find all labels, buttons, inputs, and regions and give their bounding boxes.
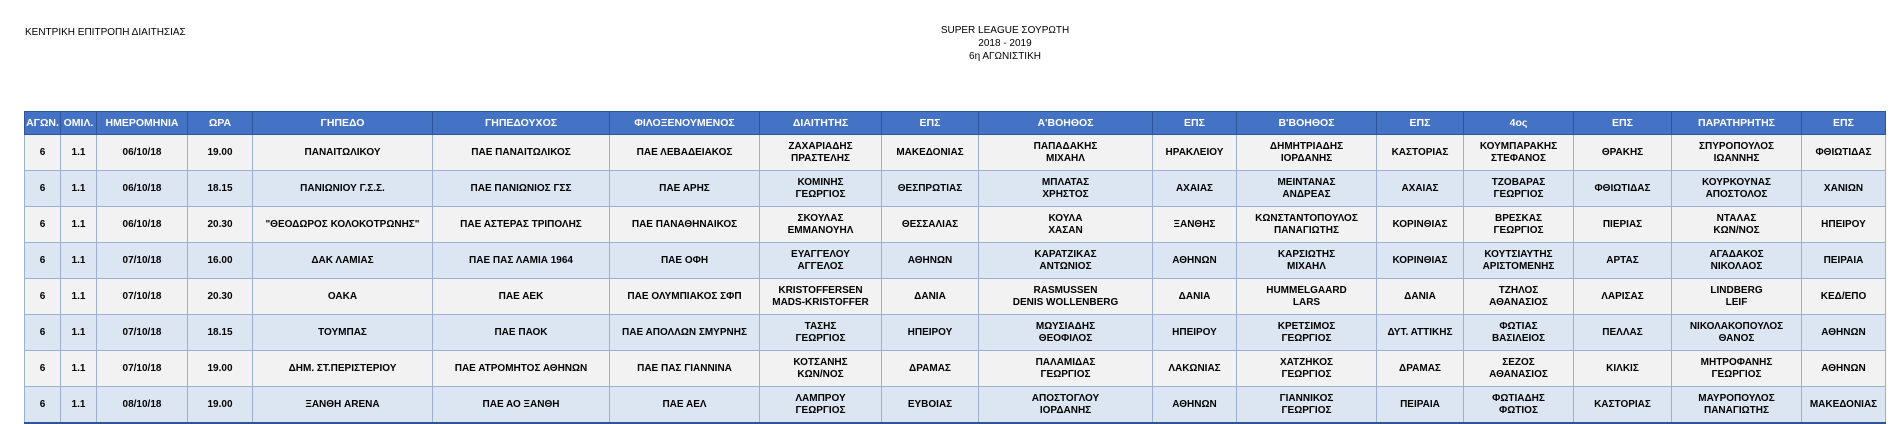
col-omil: ΟΜΙΛ. — [61, 112, 97, 135]
home-team-cell: ΠΑΕ ΠΑΟΚ — [433, 315, 610, 351]
assistant-a-cell — [979, 243, 1153, 279]
referee-surname: KRISTOFFERSEN — [778, 284, 863, 296]
assistant-b-eps-cell: ΔΡΑΜΑΣ — [1377, 351, 1464, 387]
assistant-b-surname: ΚΡΕΤΣΙΜΟΣ — [1277, 320, 1336, 332]
col-assistant-a: Α'ΒΟΗΘΟΣ — [979, 112, 1153, 135]
assistant-a-eps-cell: ΗΠΕΙΡΟΥ — [1153, 315, 1237, 351]
date-cell: 06/10/18 — [97, 207, 188, 243]
col-fourth-official-eps: ΕΠΣ — [1574, 112, 1672, 135]
referee-cell — [760, 171, 882, 207]
referee-cell — [760, 207, 882, 243]
date-cell: 06/10/18 — [97, 171, 188, 207]
observer-firstname: LEIF — [1725, 296, 1748, 308]
assistant-a-eps-cell: ΑΘΗΝΩΝ — [1153, 243, 1237, 279]
fourth-official-eps-cell: ΦΘΙΩΤΙΔΑΣ — [1574, 171, 1672, 207]
referee-eps-cell: ΗΠΕΙΡΟΥ — [882, 315, 979, 351]
col-assistant-a-eps: ΕΠΣ — [1153, 112, 1237, 135]
home-team-cell: ΠΑΕ ΠΑΣ ΛΑΜΙΑ 1964 — [433, 243, 610, 279]
omil-cell: 1.1 — [61, 387, 97, 424]
away-team-cell: ΠΑΕ ΟΛΥΜΠΙΑΚΟΣ ΣΦΠ — [610, 279, 760, 315]
assistant-a-cell — [979, 279, 1153, 315]
assistant-b-eps-cell: ΚΟΡΙΝΘΙΑΣ — [1377, 243, 1464, 279]
agon-cell: 6 — [25, 171, 61, 207]
observer-eps-cell: ΠΕΙΡΑΙΑ — [1802, 243, 1886, 279]
observer-cell — [1672, 279, 1802, 315]
fourth-official-eps-cell: ΛΑΡΙΣΑΣ — [1574, 279, 1672, 315]
assistant-b-eps-cell: ΚΑΣΤΟΡΙΑΣ — [1377, 135, 1464, 171]
header-row — [25, 112, 1886, 135]
observer-cell — [1672, 243, 1802, 279]
observer-surname: ΣΠΥΡΟΠΟΥΛΟΣ — [1698, 140, 1774, 152]
observer-cell — [1672, 171, 1802, 207]
fourth-official-surname: ΣΕΖΟΣ — [1502, 356, 1535, 368]
observer-firstname: ΓΕΩΡΓΙΟΣ — [1711, 368, 1762, 380]
organization-label: ΚΕΝΤΡΙΚΗ ΕΠΙΤΡΟΠΗ ΔΙΑΙΤΗΣΙΑΣ — [25, 27, 186, 38]
time-cell: 18.15 — [188, 171, 253, 207]
omil-cell: 1.1 — [61, 171, 97, 207]
observer-eps-cell: ΧΑΝΙΩΝ — [1802, 171, 1886, 207]
time-cell: 20.30 — [188, 279, 253, 315]
referee-surname: ΖΑΧΑΡΙΑΔΗΣ — [788, 140, 853, 152]
observer-cell — [1672, 207, 1802, 243]
agon-cell: 6 — [25, 351, 61, 387]
agon-cell: 6 — [25, 315, 61, 351]
referee-firstname: MADS-KRISTOFFER — [772, 296, 869, 308]
fourth-official-eps-cell: ΚΑΣΤΟΡΙΑΣ — [1574, 387, 1672, 424]
omil-cell: 1.1 — [61, 207, 97, 243]
observer-firstname: ΘΑΝΟΣ — [1718, 332, 1755, 344]
referee-assignments-table — [24, 111, 1886, 424]
referee-eps-cell: ΑΘΗΝΩΝ — [882, 243, 979, 279]
season-label: 2018 - 2019 — [978, 38, 1032, 49]
assistant-b-surname: HUMMELGAARD — [1266, 284, 1347, 296]
time-cell: 19.00 — [188, 351, 253, 387]
assistant-a-eps-cell: ΛΑΚΩΝΙΑΣ — [1153, 351, 1237, 387]
table-row — [25, 351, 1886, 387]
assistant-b-firstname: ΓΕΩΡΓΙΟΣ — [1281, 404, 1332, 416]
assistant-b-surname: ΧΑΤΖΗΚΟΣ — [1279, 356, 1334, 368]
fourth-official-cell — [1464, 315, 1574, 351]
fourth-official-cell — [1464, 135, 1574, 171]
observer-firstname: ΚΩΝ/ΝΟΣ — [1713, 224, 1760, 236]
home-team-cell: ΠΑΕ ΠΑΝΑΙΤΩΛΙΚΟΣ — [433, 135, 610, 171]
fourth-official-cell — [1464, 387, 1574, 424]
referee-surname: ΚΟΜΙΝΗΣ — [797, 176, 844, 188]
fourth-official-surname: ΚΟΥΜΠΑΡΑΚΗΣ — [1479, 140, 1558, 152]
col-time: ΩΡΑ — [188, 112, 253, 135]
fourth-official-surname: ΒΡΕΣΚΑΣ — [1494, 212, 1542, 224]
referee-surname: ΤΑΣΗΣ — [804, 320, 837, 332]
fourth-official-eps-cell: ΚΙΛΚΙΣ — [1574, 351, 1672, 387]
assistant-b-cell — [1237, 243, 1377, 279]
assistant-b-cell — [1237, 207, 1377, 243]
assistant-b-firstname: ΓΕΩΡΓΙΟΣ — [1281, 332, 1332, 344]
omil-cell: 1.1 — [61, 315, 97, 351]
away-team-cell: ΠΑΕ ΑΕΛ — [610, 387, 760, 424]
assistant-b-cell — [1237, 315, 1377, 351]
referee-firstname: ΠΡΑΣΤΕΛΗΣ — [790, 152, 851, 164]
round-label: 6η ΑΓΩΝΙΣΤΙΚΗ — [969, 51, 1041, 62]
fourth-official-surname: ΦΩΤΙΑΣ — [1499, 320, 1538, 332]
observer-firstname: ΑΠΟΣΤΟΛΟΣ — [1705, 188, 1768, 200]
fourth-official-firstname: ΑΘΑΝΑΣΙΟΣ — [1489, 368, 1548, 380]
stadium-cell: ΞΑΝΘΗ ARENA — [253, 387, 433, 424]
fourth-official-firstname: ΑΡΙΣΤΟΜΕΝΗΣ — [1482, 260, 1555, 272]
referee-cell — [760, 135, 882, 171]
observer-eps-cell: ΗΠΕΙΡΟΥ — [1802, 207, 1886, 243]
assistant-b-surname: ΚΩΝΣΤΑΝΤΟΠΟΥΛΟΣ — [1255, 212, 1358, 224]
assistant-a-firstname: ΧΡΗΣΤΟΣ — [1042, 188, 1089, 200]
fourth-official-firstname: ΒΑΣΙΛΕΙΟΣ — [1491, 332, 1546, 344]
assistant-a-surname: ΜΠΛΑΤΑΣ — [1041, 176, 1090, 188]
fourth-official-firstname: ΣΤΕΦΑΝΟΣ — [1491, 152, 1546, 164]
assistant-a-surname: ΑΠΟΣΤΟΓΛΟΥ — [1031, 392, 1100, 404]
referee-firstname: ΕΜΜΑΝΟΥΗΛ — [787, 224, 854, 236]
assistant-b-eps-cell: ΔΥΤ. ΑΤΤΙΚΗΣ — [1377, 315, 1464, 351]
assistant-b-cell — [1237, 351, 1377, 387]
assistant-a-cell — [979, 207, 1153, 243]
stadium-cell: ΠΑΝΑΙΤΩΛΙΚΟΥ — [253, 135, 433, 171]
observer-surname: ΝΙΚΟΛΑΚΟΠΟΥΛΟΣ — [1689, 320, 1784, 332]
omil-cell: 1.1 — [61, 135, 97, 171]
referee-cell — [760, 243, 882, 279]
home-team-cell: ΠΑΕ ΑΕΚ — [433, 279, 610, 315]
assistant-a-firstname: ΙΟΡΔΑΝΗΣ — [1039, 404, 1092, 416]
home-team-cell: ΠΑΕ ΠΑΝΙΩΝΙΟΣ ΓΣΣ — [433, 171, 610, 207]
date-cell: 07/10/18 — [97, 279, 188, 315]
fourth-official-eps-cell: ΠΕΛΛΑΣ — [1574, 315, 1672, 351]
date-cell: 07/10/18 — [97, 243, 188, 279]
col-referee-eps: ΕΠΣ — [882, 112, 979, 135]
assistant-a-firstname: DENIS WOLLENBERG — [1012, 296, 1119, 308]
observer-eps-cell: ΦΘΙΩΤΙΔΑΣ — [1802, 135, 1886, 171]
assistant-a-cell — [979, 351, 1153, 387]
fourth-official-eps-cell: ΠΙΕΡΙΑΣ — [1574, 207, 1672, 243]
fourth-official-eps-cell: ΘΡΑΚΗΣ — [1574, 135, 1672, 171]
fourth-official-firstname: ΑΘΑΝΑΣΙΟΣ — [1489, 296, 1548, 308]
assistant-a-surname: ΠΑΠΑΔΑΚΗΣ — [1033, 140, 1098, 152]
observer-eps-cell: ΜΑΚΕΔΟΝΙΑΣ — [1802, 387, 1886, 424]
home-team-cell: ΠΑΕ ΑΤΡΟΜΗΤΟΣ ΑΘΗΝΩΝ — [433, 351, 610, 387]
assistant-b-firstname: LARS — [1292, 296, 1321, 308]
assistant-b-firstname: ΜΙΧΑΗΛ — [1287, 260, 1326, 272]
omil-cell: 1.1 — [61, 351, 97, 387]
assistant-b-cell — [1237, 387, 1377, 424]
observer-firstname: ΠΑΝΑΓΙΩΤΗΣ — [1703, 404, 1770, 416]
time-cell: 20.30 — [188, 207, 253, 243]
omil-cell: 1.1 — [61, 279, 97, 315]
assistant-b-eps-cell: ΠΕΙΡΑΙΑ — [1377, 387, 1464, 424]
assistant-a-surname: ΚΟΥΛΑ — [1048, 212, 1083, 224]
col-observer: ΠΑΡΑΤΗΡΗΤΗΣ — [1672, 112, 1802, 135]
referee-eps-cell: ΕΥΒΟΙΑΣ — [882, 387, 979, 424]
observer-cell — [1672, 135, 1802, 171]
home-team-cell: ΠΑΕ ΑΟ ΞΑΝΘΗ — [433, 387, 610, 424]
date-cell: 08/10/18 — [97, 387, 188, 424]
assistant-b-firstname: ΓΕΩΡΓΙΟΣ — [1281, 368, 1332, 380]
referee-eps-cell: ΔΡΑΜΑΣ — [882, 351, 979, 387]
date-cell: 07/10/18 — [97, 351, 188, 387]
date-cell: 06/10/18 — [97, 135, 188, 171]
assistant-a-firstname: ΘΕΟΦΙΛΟΣ — [1038, 332, 1093, 344]
assistant-b-eps-cell: ΔΑΝΙΑ — [1377, 279, 1464, 315]
col-assistant-b-eps: ΕΠΣ — [1377, 112, 1464, 135]
assistant-a-surname: ΚΑΡΑΤΖΙΚΑΣ — [1034, 248, 1097, 260]
table-row — [25, 315, 1886, 351]
fourth-official-surname: ΦΩΤΙΑΔΗΣ — [1492, 392, 1545, 404]
away-team-cell: ΠΑΕ ΑΠΟΛΛΩΝ ΣΜΥΡΝΗΣ — [610, 315, 760, 351]
agon-cell: 6 — [25, 243, 61, 279]
observer-cell — [1672, 315, 1802, 351]
fourth-official-firstname: ΦΩΤΙΟΣ — [1499, 404, 1538, 416]
time-cell: 16.00 — [188, 243, 253, 279]
agon-cell: 6 — [25, 387, 61, 424]
observer-surname: ΚΟΥΡΚΟΥΝΑΣ — [1702, 176, 1771, 188]
assistant-b-eps-cell: ΑΧΑΙΑΣ — [1377, 171, 1464, 207]
fourth-official-cell — [1464, 171, 1574, 207]
assistant-a-surname: ΜΩΥΣΙΑΔΗΣ — [1035, 320, 1096, 332]
fourth-official-surname: ΤΖΗΛΟΣ — [1498, 284, 1539, 296]
observer-eps-cell: ΑΘΗΝΩΝ — [1802, 351, 1886, 387]
assistant-b-surname: ΚΑΡΣΙΩΤΗΣ — [1277, 248, 1336, 260]
referee-surname: ΣΚΟΥΛΑΣ — [797, 212, 844, 224]
observer-surname: ΝΤΑΛΑΣ — [1716, 212, 1757, 224]
table-row — [25, 243, 1886, 279]
observer-surname: ΜΑΥΡΟΠΟΥΛΟΣ — [1698, 392, 1775, 404]
assistant-a-firstname: ΑΝΤΩΝΙΟΣ — [1039, 260, 1092, 272]
referee-surname: ΕΥΑΓΓΕΛΟΥ — [791, 248, 850, 260]
agon-cell: 6 — [25, 207, 61, 243]
col-observer-eps: ΕΠΣ — [1802, 112, 1886, 135]
table-row — [25, 279, 1886, 315]
referee-eps-cell: ΔΑΝΙΑ — [882, 279, 979, 315]
assistant-a-eps-cell: ΗΡΑΚΛΕΙΟΥ — [1153, 135, 1237, 171]
table-row — [25, 207, 1886, 243]
away-team-cell: ΠΑΕ ΑΡΗΣ — [610, 171, 760, 207]
stadium-cell: ΠΑΝΙΩΝΙΟΥ Γ.Σ.Σ. — [253, 171, 433, 207]
referee-eps-cell: ΜΑΚΕΔΟΝΙΑΣ — [882, 135, 979, 171]
referee-cell — [760, 351, 882, 387]
observer-surname: LINDBERG — [1710, 284, 1763, 296]
assistant-a-eps-cell: ΞΑΝΘΗΣ — [1153, 207, 1237, 243]
referee-firstname: ΑΓΓΕΛΟΣ — [797, 260, 844, 272]
referee-firstname: ΚΩΝ/ΝΟΣ — [797, 368, 844, 380]
time-cell: 18.15 — [188, 315, 253, 351]
assistant-b-firstname: ΠΑΝΑΓΙΩΤΗΣ — [1273, 224, 1340, 236]
stadium-cell: ΔΑΚ ΛΑΜΙΑΣ — [253, 243, 433, 279]
assistant-a-firstname: ΜΙΧΑΗΛ — [1046, 152, 1085, 164]
away-team-cell: ΠΑΕ ΠΑΣ ΓΙΑΝΝΙΝΑ — [610, 351, 760, 387]
stadium-cell: "ΘΕΟΔΩΡΟΣ ΚΟΛΟΚΟΤΡΩΝΗΣ" — [253, 207, 433, 243]
col-fourth-official: 4ος — [1464, 112, 1574, 135]
observer-surname: ΑΓΑΔΑΚΟΣ — [1709, 248, 1764, 260]
fourth-official-firstname: ΓΕΩΡΓΙΟΣ — [1493, 224, 1544, 236]
referee-eps-cell: ΘΕΣΣΑΛΙΑΣ — [882, 207, 979, 243]
col-assistant-b: Β'ΒΟΗΘΟΣ — [1237, 112, 1377, 135]
fourth-official-firstname: ΓΕΩΡΓΙΟΣ — [1493, 188, 1544, 200]
assistant-b-firstname: ΑΝΔΡΕΑΣ — [1282, 188, 1331, 200]
fourth-official-cell — [1464, 279, 1574, 315]
assistant-b-cell — [1237, 279, 1377, 315]
fourth-official-cell — [1464, 243, 1574, 279]
league-title: SUPER LEAGUE ΣΟΥΡΩΤΗ — [940, 25, 1070, 36]
assistant-a-cell — [979, 387, 1153, 424]
fourth-official-surname: ΤΖΟΒΑΡΑΣ — [1491, 176, 1546, 188]
away-team-cell: ΠΑΕ ΟΦΗ — [610, 243, 760, 279]
away-team-cell: ΠΑΕ ΛΕΒΑΔΕΙΑΚΟΣ — [610, 135, 760, 171]
assistant-a-cell — [979, 135, 1153, 171]
col-away: ΦΙΛΟΞΕΝΟΥΜΕΝΟΣ — [610, 112, 760, 135]
referee-cell — [760, 315, 882, 351]
assistant-a-eps-cell: ΑΘΗΝΩΝ — [1153, 387, 1237, 424]
assistant-a-eps-cell: ΔΑΝΙΑ — [1153, 279, 1237, 315]
assistant-a-surname: RASMUSSEN — [1033, 284, 1098, 296]
observer-cell — [1672, 351, 1802, 387]
col-agon: ΑΓΩΝ. — [25, 112, 61, 135]
referee-cell — [760, 387, 882, 424]
assistant-b-eps-cell: ΚΟΡΙΝΘΙΑΣ — [1377, 207, 1464, 243]
referee-surname: ΛΑΜΠΡΟΥ — [795, 392, 846, 404]
observer-firstname: ΝΙΚΟΛΑΟΣ — [1710, 260, 1763, 272]
observer-eps-cell: ΚΕΔ/ΕΠΟ — [1802, 279, 1886, 315]
agon-cell: 6 — [25, 135, 61, 171]
assistant-a-firstname: ΓΕΩΡΓΙΟΣ — [1040, 368, 1091, 380]
assistant-a-cell — [979, 315, 1153, 351]
home-team-cell: ΠΑΕ ΑΣΤΕΡΑΣ ΤΡΙΠΟΛΗΣ — [433, 207, 610, 243]
time-cell: 19.00 — [188, 387, 253, 424]
stadium-cell: ΟΑΚΑ — [253, 279, 433, 315]
assistant-a-cell — [979, 171, 1153, 207]
assistant-a-eps-cell: ΑΧΑΙΑΣ — [1153, 171, 1237, 207]
stadium-cell: ΔΗΜ. ΣΤ.ΠΕΡΙΣΤΕΡΙΟΥ — [253, 351, 433, 387]
table-row — [25, 171, 1886, 207]
col-home: ΓΗΠΕΔΟΥΧΟΣ — [433, 112, 610, 135]
assistant-a-surname: ΠΑΛΑΜΙΔΑΣ — [1035, 356, 1096, 368]
assistant-b-surname: ΔΗΜΗΤΡΙΑΔΗΣ — [1269, 140, 1344, 152]
away-team-cell: ΠΑΕ ΠΑΝΑΘΗΝΑΙΚΟΣ — [610, 207, 760, 243]
assistant-b-surname: ΜΕΙΝΤΑΝΑΣ — [1277, 176, 1336, 188]
agon-cell: 6 — [25, 279, 61, 315]
omil-cell: 1.1 — [61, 243, 97, 279]
referee-firstname: ΓΕΩΡΓΙΟΣ — [795, 404, 846, 416]
fourth-official-cell — [1464, 351, 1574, 387]
col-date: ΗΜΕΡΟΜΗΝΙΑ — [97, 112, 188, 135]
referee-firstname: ΓΕΩΡΓΙΟΣ — [795, 332, 846, 344]
stadium-cell: ΤΟΥΜΠΑΣ — [253, 315, 433, 351]
fourth-official-eps-cell: ΑΡΤΑΣ — [1574, 243, 1672, 279]
table-row — [25, 387, 1886, 424]
table-row — [25, 135, 1886, 171]
referee-eps-cell: ΘΕΣΠΡΩΤΙΑΣ — [882, 171, 979, 207]
observer-eps-cell: ΑΘΗΝΩΝ — [1802, 315, 1886, 351]
observer-firstname: ΙΩΑΝΝΗΣ — [1713, 152, 1760, 164]
time-cell: 19.00 — [188, 135, 253, 171]
fourth-official-cell — [1464, 207, 1574, 243]
referee-cell — [760, 279, 882, 315]
observer-surname: ΜΗΤΡΟΦΑΝΗΣ — [1700, 356, 1773, 368]
observer-cell — [1672, 387, 1802, 424]
col-referee: ΔΙΑΙΤΗΤΗΣ — [760, 112, 882, 135]
title-block — [0, 24, 1899, 63]
fourth-official-surname: ΚΟΥΤΣΙΑΥΤΗΣ — [1484, 248, 1553, 260]
assistant-b-cell — [1237, 135, 1377, 171]
col-stadium: ΓΗΠΕΔΟ — [253, 112, 433, 135]
referee-firstname: ΓΕΩΡΓΙΟΣ — [795, 188, 846, 200]
date-cell: 07/10/18 — [97, 315, 188, 351]
assistant-a-firstname: ΧΑΣΑΝ — [1048, 224, 1083, 236]
referee-surname: ΚΟΤΣΑΝΗΣ — [793, 356, 848, 368]
assistant-b-cell — [1237, 171, 1377, 207]
assistant-b-surname: ΓΙΑΝΝΙΚΟΣ — [1279, 392, 1334, 404]
assistant-b-firstname: ΙΟΡΔΑΝΗΣ — [1280, 152, 1333, 164]
